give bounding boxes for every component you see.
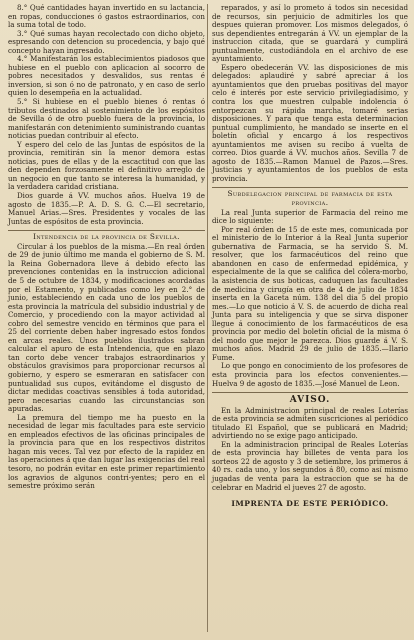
paragraph: En la Administracion principal de reales Loterías de esta provincia se admiten suscriciones al periódico titulado El Español, que se publicará en Madrid; advirtiendo no se exige pago anticipado. (212, 405, 408, 441)
paragraph: La real Junta superior de Farmacia del reino me dice lo siguiente: (212, 207, 408, 226)
section-heading-farmacia: Subdelegacion principal de farmacia de esta provincia. (212, 187, 408, 207)
paragraph: 4.° Manifestarán los establecimientos piadosos que hubiese en el pueblo con aplicacion al socorro de pobres necesitados y desvalidos, sus rentas é inversion, si son ó no de patronato, y en caso de serlo quien lo desempeña en la actualidad. (8, 54, 205, 98)
right-column (212, 4, 408, 509)
paragraph: Por real órden de 15 de este mes, comunicada por el ministerio de lo Interior á la Real Junta superior gubernativa de Farmacia, se ha servido S. M. resolver, que los farmacéuticos del reino que abandonen en caso de enfermedad epidémica, y especialmente de la que se califica del cólera-morbo, la asistencia de sus boticas, caduquen las facultades de medicina y cirugía en otra de 4 de julio de 1834 inserta en la Gaceta núm. 138 del dia 5 del propio mes.—Lo que noticio á V. S. de acuerdo de dicha real Junta para su inteligencia y que se sirva disponer llegue á conocimiento de los farmacéuticos de esa provincia por medio del boletín oficial de la misma ó del modo que mejor le parezca. Dios guarde á V. S. muchos años. Madrid 29 de julio de 1835.—Ilario Fume. (212, 224, 408, 362)
paragraph: Espero obedecerán VV. las disposiciones de mis delegados: aplaudiré y sabré apreciar á los ayuntamientos que den pruebas positivas del mayor celo é interés por este servicio privilegiadísimo, y contra los que muestren culpable indolencia ó entorpezcan su rápida marcha, tomaré serias disposiciones. Y para que tenga esta determinacion puntual cumplimiento, he mandado se inserte en el boletín oficial y encargo á los respectivos ayuntamientos me avisen su recibo á vuelta de correo. Dios guarde á VV. muchos años. Sevilla 7 de agosto de 1835.—Ramon Manuel de Pazos.—Sres. Justicias y ayuntamientos de los pueblos de esta provincia. (212, 62, 408, 183)
imprint-line: IMPRENTA DE ESTE PERIÓDICO. (231, 499, 389, 509)
paragraph: 5.° Si hubiese en el pueblo bienes ó rentas ó tributos destinados al sostenimiento de los espósitos de Sevilla ó de otro pueblo fuera de la provincia, lo manifestarán con detenimiento suministrando cuantas noticias puedan contribuir al efecto. (8, 97, 205, 141)
aviso-heading: AVISO. (212, 392, 408, 405)
paragraph: Y espero del celo de las Juntas de espósitos de la provincia, remitirán sin la menor demora estas noticias, pues de ellas y de la escactitud con que las den dependen forzosamente el definitivo arreglo de un negocio en que tanto se interesa la humanidad, y la verdadera caridad cristiana. (8, 139, 205, 192)
paragraph: La premura del tiempo me ha puesto en la necesidad de legar mis facultades para este servicio en empleados efectivos de las oficinas principales de la provincia para que en los respectivos distritos hagan mis veces. Tal vez por efecto de la rapidez en las operaciones á que dan lugar las exigencias del real tesoro, no podrán evitar en este primer repartimiento los agravios de algunos contri-yentes; pero en el semestre próximo serán (8, 412, 205, 491)
paragraph: Circular á los pueblos de la misma.—En real órden de 29 de junio último me manda el gobierno de S. M. la Reina Gobernadora lleve á debido efecto las prevenciones contenidas en la instruccion adicional de 5 de octubre de 1834, y modificaciones acordadas por el Estamento, y publicadas como ley en 2.° de junio, estableciendo en cada uno de los pueblos de esta provincia la matrícula del subsidio industrial y de Comercio, y procediendo con la mayor actividad al cobro del semestre vencido en términos que para el 25 del corriente deben haber ingresado estos fondos en arcas reales. Unos pueblos ilustrados sabran calcular el apuro de esta Intendencia, que en plazo tan corto debe vencer trabajos estraordinarios y obstáculos gravísimos para proporcionar recursos al gobierno, y espero se esmeraran en satisfacer con puntualidad sus cupos, evitándome el disgusto de dictar medidas coactivas sensibles á toda autoridad, pero necesarias cuando las circunstancias son apuradas. (8, 241, 205, 414)
paragraph: Dios guarde á VV. muchos años. Huelva 19 de agosto de 1835.—P. A. D. S. G. C.—El secretario, Manuel Arias.—Sres. Presidentes y vocales de las Juntas de espósitos de esta provincia. (8, 191, 205, 226)
paragraph: Lo que pongo en conocimiento de los profesores de esta provincia para los efectos convenientes.— Huelva 9 de agosto de 1835.—José Manuel de Leon. (212, 361, 408, 388)
paragraph: En la administracion principal de Reales Loterías de esta provincia hay billetes de venta para los sorteos 22 de agosto y 3 de setiembre, los primeros á 40 rs. cada uno, y los segundos á 80, como así mismo jugadas de venta para la estraccion que se ha de celebrar en Madrid el jueves 27 de agosto. (212, 439, 408, 492)
paragraph: 3.° Qué sumas hayan recolectado con dicho objeto, espresando con detencion su procedencia, y bajo qué concepto hayan ingresado. (8, 28, 205, 55)
paragraph: 8.° Qué cantidades hayan invertido en su lactancia, en ropas, conducciones ó gastos estraordinarios, con la suma total de todo. (8, 3, 205, 30)
paragraph: reparados, y así lo prometo á todos sin necesidad de recursos, sin perjuicio de admitirles los que despues quieran promover. Los mismos delegados, ó sus dependientes entregarán á VV. un ejemplar de la instruccion citada, que se guardará y cumplirá puntualmente, custodiándola en el archivo de ese ayuntamiento. (212, 3, 408, 64)
column-divider (207, 4, 208, 632)
left-column (8, 4, 205, 491)
section-heading-intendencia: Intendencia de la provincia de Sevilla. (8, 230, 205, 242)
